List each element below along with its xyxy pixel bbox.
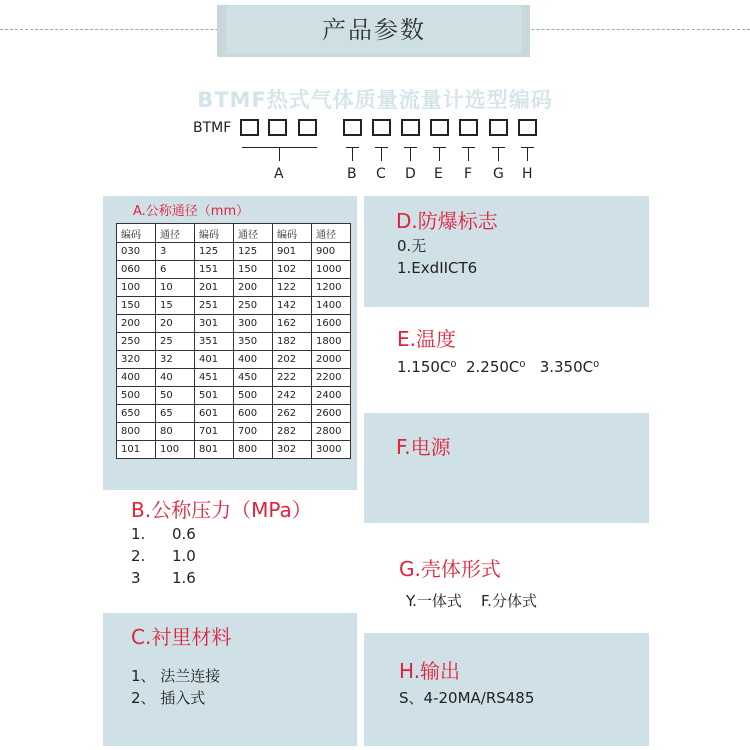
code-box-a1 [240,119,259,136]
table-cell: 250 [234,297,273,315]
table-cell: 501 [195,387,234,405]
table-cell: 500 [234,387,273,405]
table-cell: 10 [156,279,195,297]
explosion-title: D.防爆标志 [396,209,498,233]
table-header-cell: 编码 [195,224,234,243]
code-letter-g: G [493,166,504,182]
code-letter-e: E [434,166,443,182]
table-row [117,279,351,297]
table-cell: 3 [156,243,195,261]
code-prefix: BTMF [193,120,232,136]
table-cell: 122 [273,279,312,297]
table-header-cell: 通径 [156,224,195,243]
table-cell: 900 [312,243,351,261]
table-cell: 222 [273,369,312,387]
table-cell: 150 [117,297,156,315]
lining-title: C.衬里材料 [131,625,232,649]
table-cell: 320 [117,351,156,369]
header-box [226,6,522,54]
table-row [117,297,351,315]
pressure-item-3-index: 3 [131,569,141,587]
table-cell: 1800 [312,333,351,351]
table-cell: 801 [195,441,234,459]
table-row [117,369,351,387]
pressure-item-1-value: 0.6 [172,525,196,543]
housing-title: G.壳体形式 [399,557,501,581]
code-box-a2 [268,119,287,136]
lining-item-2: 2、 插入式 [131,689,206,707]
code-letter-h: H [522,166,533,182]
code-letter-f: F [464,166,473,182]
table-cell: 3000 [312,441,351,459]
table-cell: 800 [117,423,156,441]
bracket-e-vertical [439,147,440,161]
table-cell: 162 [273,315,312,333]
table-cell: 151 [195,261,234,279]
bracket-a-vertical [279,147,280,161]
housing-options: Y.一体式 F.分体式 [406,592,537,610]
table-cell: 301 [195,315,234,333]
table-row [117,441,351,459]
table-cell: 2800 [312,423,351,441]
pressure-item-2-index: 2. [131,547,146,565]
code-box-c [372,119,391,136]
table-cell: 2600 [312,405,351,423]
output-options: S、4-20MA/RS485 [399,689,535,707]
table-cell: 800 [234,441,273,459]
table-cell: 142 [273,297,312,315]
pressure-item-1-index: 1. [131,525,146,543]
table-cell: 600 [234,405,273,423]
table-header-cell: 编码 [117,224,156,243]
table-cell: 80 [156,423,195,441]
table-row [117,315,351,333]
bracket-f-vertical [468,147,469,161]
lining-item-1: 1、 法兰连接 [131,667,221,685]
table-cell: 350 [234,333,273,351]
page-title: 产品参数 [322,16,426,44]
explosion-item-0: 0.无 [397,237,427,255]
table-cell: 2200 [312,369,351,387]
table-cell: 202 [273,351,312,369]
table-cell: 400 [117,369,156,387]
table-cell: 40 [156,369,195,387]
temperature-options: 1.150C⁰ 2.250C⁰ 3.350C⁰ [397,358,600,376]
table-cell: 65 [156,405,195,423]
code-box-b [343,119,362,136]
code-letter-b: B [347,166,357,182]
diameter-table [116,223,351,459]
table-cell: 1200 [312,279,351,297]
pressure-item-2-value: 1.0 [172,547,196,565]
table-cell: 901 [273,243,312,261]
table-cell: 030 [117,243,156,261]
bracket-g-vertical [498,147,499,161]
explosion-item-1: 1.ExdIICT6 [397,259,478,277]
table-cell: 25 [156,333,195,351]
code-box-a3 [298,119,317,136]
table-cell: 262 [273,405,312,423]
table-cell: 1000 [312,261,351,279]
table-row [117,387,351,405]
table-cell: 601 [195,405,234,423]
table-cell: 500 [117,387,156,405]
bracket-b-vertical [352,147,353,161]
code-box-h [518,119,537,136]
table-cell: 125 [195,243,234,261]
table-cell: 50 [156,387,195,405]
table-cell: 700 [234,423,273,441]
code-box-g [489,119,508,136]
code-letter-c: C [376,166,386,182]
table-cell: 150 [234,261,273,279]
code-box-e [430,119,449,136]
temperature-title: E.温度 [397,327,456,351]
table-cell: 451 [195,369,234,387]
table-cell: 102 [273,261,312,279]
table-cell: 32 [156,351,195,369]
code-box-d [401,119,420,136]
table-cell: 15 [156,297,195,315]
power-title: F.电源 [396,435,451,459]
table-cell: 450 [234,369,273,387]
table-cell: 282 [273,423,312,441]
table-cell: 200 [117,315,156,333]
table-row [117,351,351,369]
table-cell: 302 [273,441,312,459]
table-cell: 201 [195,279,234,297]
table-row [117,261,351,279]
table-header-row [117,224,351,243]
table-header-cell: 通径 [234,224,273,243]
pressure-item-3-value: 1.6 [172,569,196,587]
table-cell: 20 [156,315,195,333]
table-cell: 250 [117,333,156,351]
table-cell: 351 [195,333,234,351]
table-cell: 100 [156,441,195,459]
diameter-table-title: A.公称通径（mm） [133,204,250,219]
bracket-c-vertical [381,147,382,161]
power-panel [364,413,649,523]
table-cell: 060 [117,261,156,279]
table-cell: 251 [195,297,234,315]
table-cell: 125 [234,243,273,261]
table-header-cell: 通径 [312,224,351,243]
bracket-d-vertical [410,147,411,161]
table-cell: 100 [117,279,156,297]
table-cell: 2400 [312,387,351,405]
table-cell: 2000 [312,351,351,369]
table-cell: 200 [234,279,273,297]
table-cell: 401 [195,351,234,369]
table-cell: 1600 [312,315,351,333]
table-cell: 650 [117,405,156,423]
table-header-cell: 编码 [273,224,312,243]
code-box-f [459,119,478,136]
table-cell: 300 [234,315,273,333]
code-letter-a: A [274,166,284,182]
table-cell: 701 [195,423,234,441]
selection-code-title: BTMF热式气体质量流量计选型编码 [197,88,553,112]
bracket-h-vertical [527,147,528,161]
table-row [117,243,351,261]
table-cell: 242 [273,387,312,405]
table-cell: 182 [273,333,312,351]
output-title: H.输出 [399,659,461,683]
table-cell: 101 [117,441,156,459]
table-cell: 400 [234,351,273,369]
table-row [117,333,351,351]
code-letter-d: D [405,166,416,182]
pressure-title: B.公称压力（MPa） [131,498,312,522]
table-row [117,423,351,441]
table-cell: 6 [156,261,195,279]
table-cell: 1400 [312,297,351,315]
table-row [117,405,351,423]
